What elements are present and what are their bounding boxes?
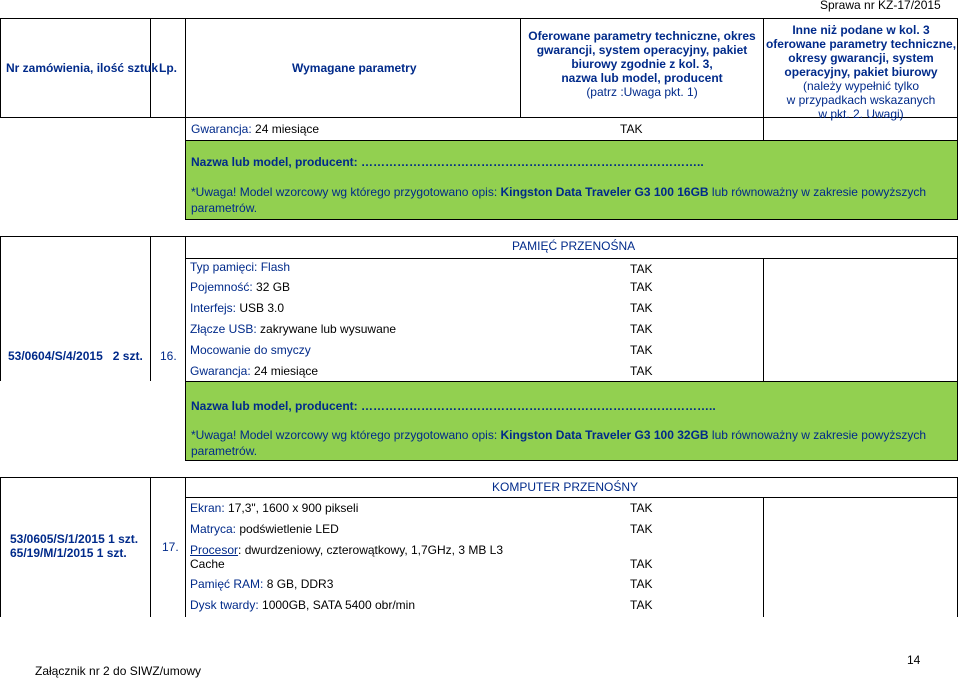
usb-row-warranty: Gwarancja: 24 miesiące: [190, 364, 319, 378]
usb-row-lanyard: Mocowanie do smyczy: [190, 343, 311, 357]
laptop-row-ram: Pamięć RAM: 8 GB, DDR3: [190, 577, 334, 591]
usb-section-title: PAMIĘĆ PRZENOŚNA: [512, 239, 636, 253]
usb-model-block: [185, 381, 958, 461]
laptop-order: 53/0605/S/1/2015 1 szt. 65/19/M/1/2015 1 szt.: [10, 532, 139, 560]
usb-row-warranty-answer: TAK: [630, 364, 653, 378]
usb-row-capacity: Pojemność: 32 GB: [190, 280, 291, 294]
prev-warranty-answer: TAK: [620, 122, 643, 136]
usb-row-interface-answer: TAK: [630, 301, 653, 315]
prev-model-block: [185, 140, 958, 220]
usb-note-text: Model wzorcowy wg którego przygotowano opis:: [236, 428, 501, 442]
usb-row-connector-answer: TAK: [630, 322, 653, 336]
prev-warranty-label: Gwarancja:: [191, 122, 252, 136]
prev-warranty-row: [185, 118, 958, 140]
prev-model-label: Nazwa lub model, producent: …………………………………………………………………………..: [191, 155, 704, 169]
usb-model-label: Nazwa lub model, producent: ……………………………………………………………………………..: [191, 399, 716, 413]
laptop-row-matrix-answer: TAK: [630, 522, 653, 536]
laptop-row-matrix: Matryca: podświetlenie LED: [190, 522, 339, 536]
usb-note-suffix: lub równoważny w zakresie powyższych: [708, 428, 926, 442]
laptop-row-cpu-answer: TAK: [630, 557, 653, 571]
case-reference: Sprawa nr KZ-17/2015: [820, 0, 941, 12]
laptop-row-screen: Ekran: 17,3", 1600 x 900 pikseli: [190, 501, 359, 515]
header-required-params: Wymagane parametry: [292, 61, 417, 75]
laptop-section: [0, 477, 958, 617]
usb-row-connector: Złącze USB: zakrywane lub wysuwane: [190, 322, 397, 336]
header-order-qty: Nr zamówienia, ilość sztuk: [6, 61, 159, 75]
header-other-params: Inne niż podane w kol. 3 oferowane parametry techniczne, okresy gwarancji, system operacyjny, pakiet biurowy (należy wypełnić tylko w przypadkach wskazanych w pkt. 2. Uwagi): [765, 23, 957, 121]
laptop-section-title: KOMPUTER PRZENOŚNY: [492, 480, 639, 494]
laptop-row-ram-answer: TAK: [630, 577, 653, 591]
prev-note-model: Kingston Data Traveler G3 100 16GB: [500, 185, 709, 199]
usb-note-model: Kingston Data Traveler G3 100 32GB: [500, 428, 709, 442]
usb-row-capacity-answer: TAK: [630, 280, 653, 294]
prev-note-suffix: lub równoważny w zakresie powyższych: [708, 185, 926, 199]
usb-note-line2: parametrów.: [191, 444, 258, 458]
prev-note-line2: parametrów.: [191, 201, 258, 215]
header-lp: Lp.: [159, 61, 177, 75]
usb-order: 53/0604/S/4/2015 2 szt.: [8, 349, 143, 363]
usb-note-prefix: *Uwaga!: [191, 428, 237, 442]
laptop-row-cpu: Procesor: dwurdzeniowy, czterowątkowy, 1,7GHz, 3 MB L3 Cache: [190, 543, 504, 571]
header-offered-params: Oferowane parametry techniczne, okres gwarancji, system operacyjny, pakiet biurowy zgodnie z kol. 3, nazwa lub model, producent (patrz :Uwaga pkt. 1): [528, 29, 756, 99]
laptop-row-disk-answer: TAK: [630, 598, 653, 612]
usb-row-type-answer: TAK: [630, 262, 653, 276]
usb-row-type: Typ pamięci: Flash: [190, 260, 291, 274]
laptop-row-disk: Dysk twardy: 1000GB, SATA 5400 obr/min: [190, 598, 415, 612]
table-header: [0, 18, 958, 121]
prev-note-prefix: *Uwaga!: [191, 185, 237, 199]
laptop-lp: 17.: [162, 540, 179, 554]
laptop-row-screen-answer: TAK: [630, 501, 653, 515]
page-number: 14: [907, 653, 921, 667]
prev-note-text: Model wzorcowy wg którego przygotowano opis:: [236, 185, 501, 199]
usb-section: [0, 236, 958, 381]
prev-warranty-value: 24 miesiące: [255, 122, 320, 136]
footer-attachment: Załącznik nr 2 do SIWZ/umowy: [35, 664, 202, 678]
usb-lp: 16.: [160, 349, 177, 363]
usb-row-interface: Interfejs: USB 3.0: [190, 301, 285, 315]
usb-row-lanyard-answer: TAK: [630, 343, 653, 357]
